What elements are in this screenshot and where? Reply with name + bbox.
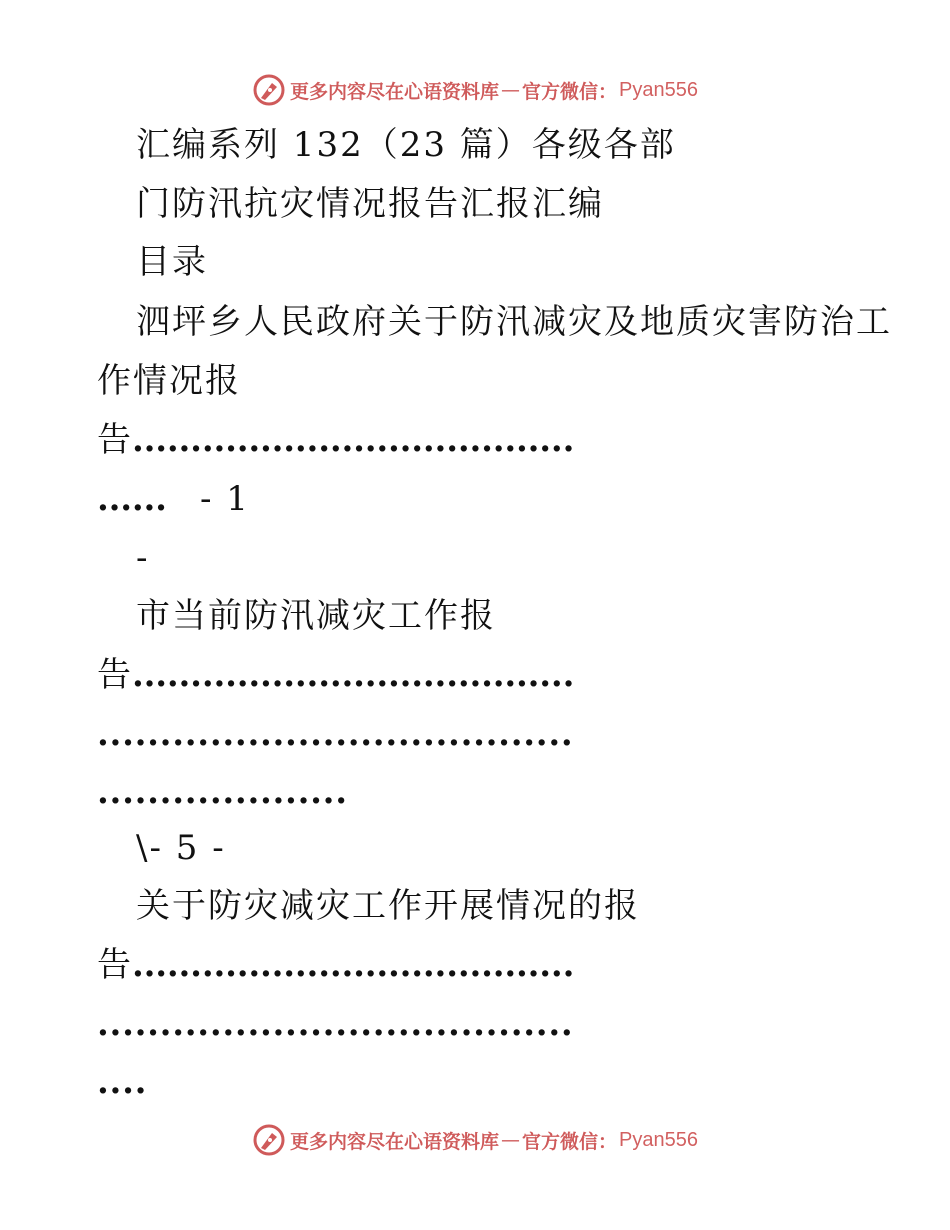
toc-entry-1-leader-row-1: ...................................... [132, 420, 575, 460]
toc-entry-2-leader-row-1: ...................................... [132, 655, 575, 695]
toc-entry-3-title: 关于防灾减灾工作开展情况的报 [136, 886, 640, 926]
watermark-dash: — [501, 79, 521, 101]
toc-entry-2-leader-row-3: .................... [97, 772, 348, 812]
toc-entry-2-page-number: \- 5 - [136, 828, 226, 868]
watermark-site-text: 更多内容尽在心语资料库 [290, 80, 500, 103]
watermark-wechat-label: 官方微信： [522, 80, 618, 103]
watermark-site-text: 更多内容尽在心语资料库 [290, 1130, 500, 1153]
toc-entry-2-leader-row-2: ...................................... [97, 714, 574, 754]
watermark-wechat-id: Pyan556 [619, 1128, 698, 1151]
toc-entry-3-leader-row-1: ...................................... [132, 945, 575, 985]
toc-entry-1-page-suffix: - [136, 538, 150, 578]
toc-entry-3-leader-row-2: ...................................... [97, 1004, 574, 1044]
pen-nib-logo-icon [252, 73, 286, 107]
toc-entry-2-title: 市当前防汛减灾工作报 [136, 596, 496, 636]
watermark-wechat-label: 官方微信： [522, 1130, 618, 1153]
toc-entry-1-leader-start: 告 [97, 420, 133, 460]
toc-entry-3-leader-start: 告 [97, 945, 133, 985]
watermark-wechat-id: Pyan556 [619, 78, 698, 101]
watermark-dash: — [501, 1129, 521, 1151]
toc-entry-1-leader-row-2: ...... [97, 479, 167, 519]
toc-entry-1-title-line-1: 泗坪乡人民政府关于防汛减灾及地质灾害防治工 [136, 302, 892, 342]
document-title-line-2: 门防汛抗灾情况报告汇报汇编 [136, 184, 604, 224]
watermark-banner-bottom [0, 1120, 950, 1160]
toc-entry-3-leader-row-3: .... [97, 1062, 148, 1102]
toc-entry-2-leader-start: 告 [97, 655, 133, 695]
toc-entry-1-title-line-2: 作情况报 [97, 361, 241, 401]
pen-nib-logo-icon [252, 1123, 286, 1157]
watermark-banner-top [0, 70, 950, 110]
document-title-line-1: 汇编系列 132（23 篇）各级各部 [136, 125, 676, 165]
toc-entry-1-page-number: - 1 [200, 479, 250, 519]
toc-heading: 目录 [136, 242, 208, 282]
